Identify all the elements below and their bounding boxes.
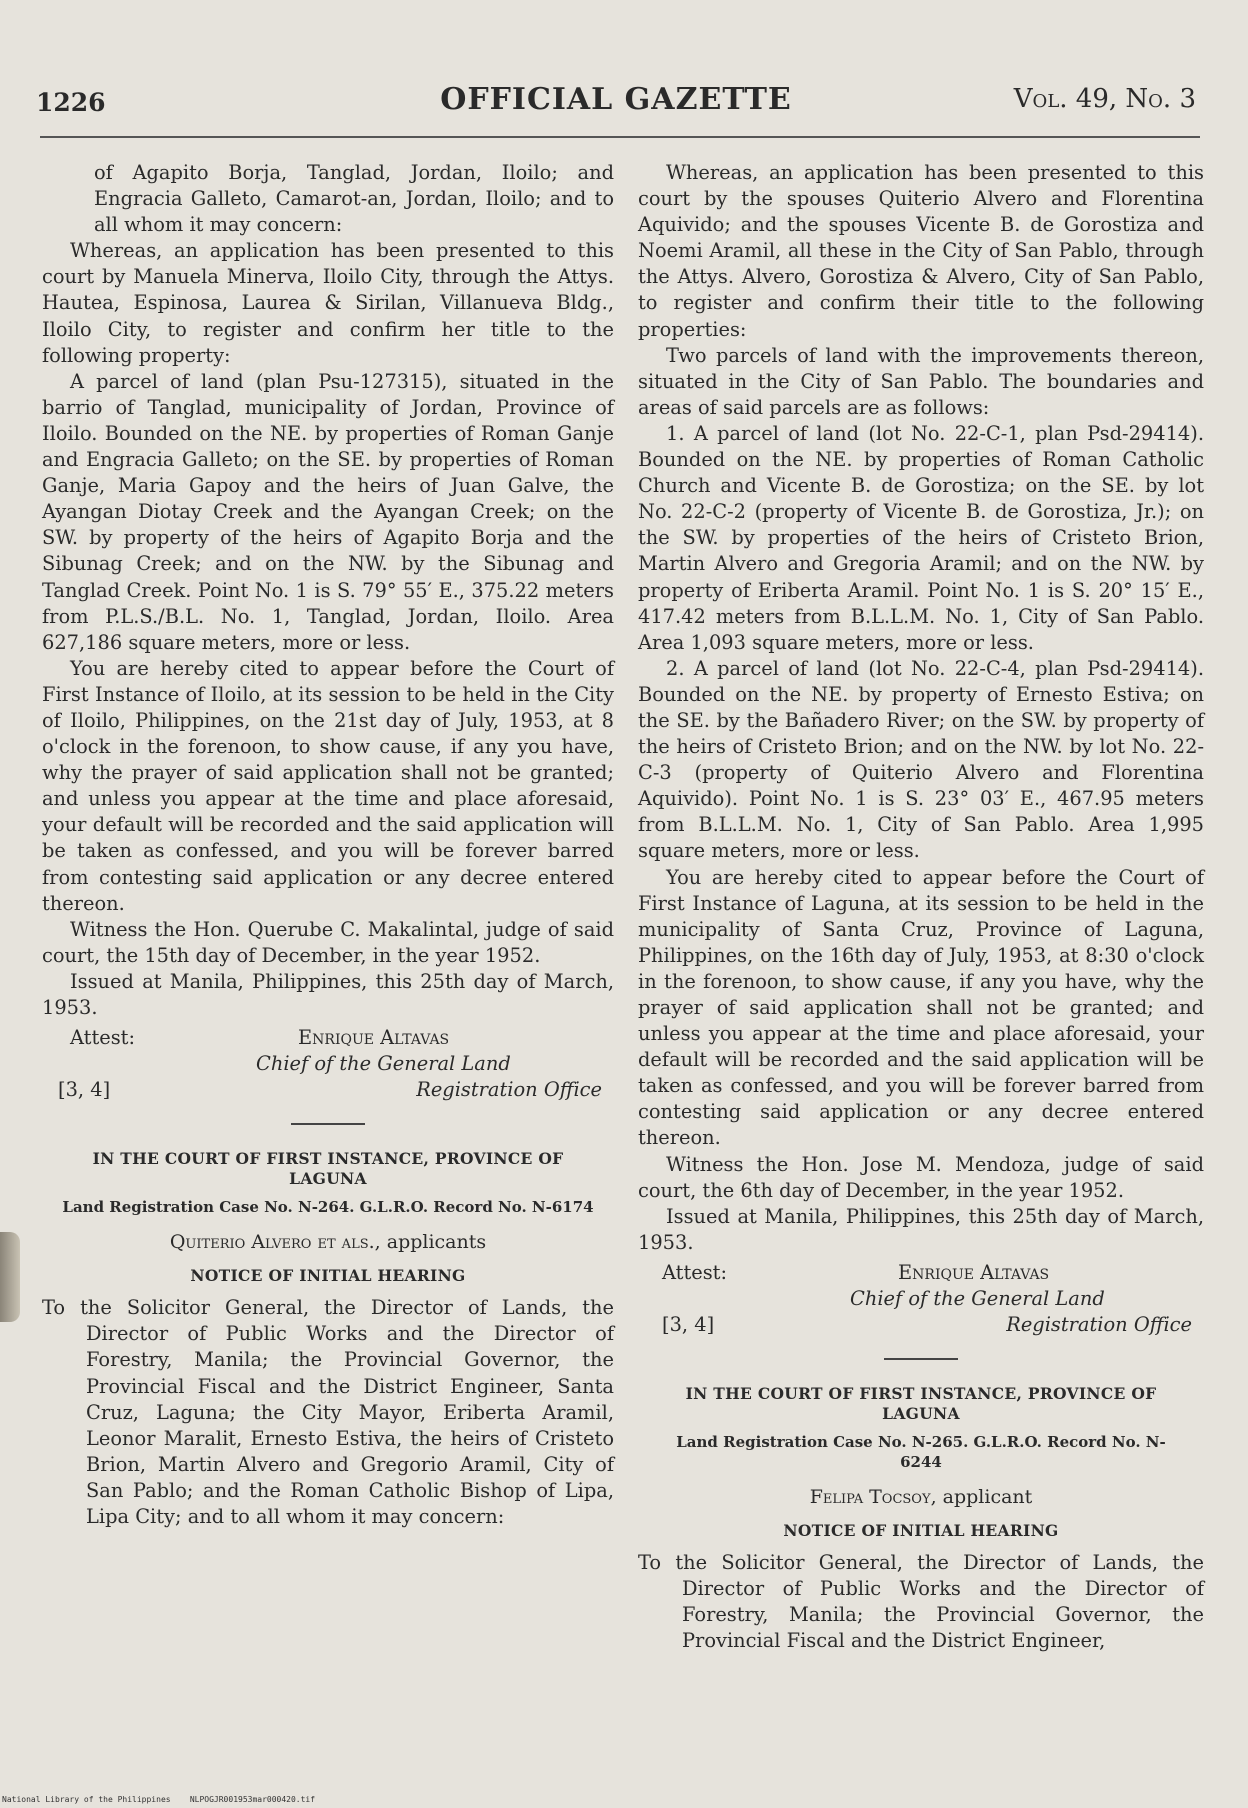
paragraph-whereas: Whereas, an application has been presented to this court by Manuela Minerva, Iloilo City, through the Attys. Hautea, Espinosa, Laurea & Sirilan, Villanueva Bldg., Iloilo City, to register and confirm her title to the following property: xyxy=(42,239,614,367)
paragraph-lot-2: 2. A parcel of land (lot No. 22-C-4, plan Psd-29414). Bounded on the NE. by property of Ernesto Estiva; on the SE. by the Bañadero River; on the SW. by property of the heirs of Cristeto Brion; and on the NW. by lot No. 22-C-3 (property of Quiterio Alvero and Florentina Aquivido). Point No. 1 is S. 23° 03′ E., 467.95 meters from B.L.L.M. No. 1, City of San Pablo. Area 1,995 square meters, more or less. xyxy=(638,656,1204,863)
publication-dates: [3, 4] xyxy=(58,1078,111,1102)
applicant-line xyxy=(638,1484,1204,1510)
binding-shadow xyxy=(0,1232,20,1322)
paragraph-lot-1: 1. A parcel of land (lot No. 22-C-1, plan Psd-29414). Bounded on the NE. by properties of Roman Catholic Church and Vicente B. de Gorostiza; on the SE. by lot No. 22-C-2 (property of Vicente B. de Gorostiza, Jr.); on the SW. by properties of the heirs of Cristeto Brion, Martin Alvero and Gregoria Aramil; and on the NW. by property of Eriberta Aramil. Point No. 1 is S. 20° 15′ E., 417.42 meters from B.L.L.M. No. 1, City of San Pablo. Area 1,093 square meters, more or less. xyxy=(638,421,1204,654)
attest-chief: Chief of the General Land xyxy=(256,1052,511,1076)
case-number: Land Registration Case No. N-264. G.L.R.O. Record No. N-6174 xyxy=(62,1198,594,1217)
attest-chief: Chief of the General Land xyxy=(850,1286,1105,1310)
addressee-continuation: of Agapito Borja, Tanglad, Jordan, Iloilo; and Engracia Galleto, Camarot-an, Jordan, Iloilo; and to all whom it may concern: xyxy=(94,161,614,237)
attest-label: Attest: xyxy=(70,1026,135,1050)
applicant-name: Felipa Tocsoy xyxy=(809,1485,931,1508)
attestation-block xyxy=(638,1260,1204,1340)
publication-title: OFFICIAL GAZETTE xyxy=(440,82,792,117)
paragraph-witness: Witness the Hon. Jose M. Mendoza, judge of said court, the 6th day of December, in the year 1952. xyxy=(638,1152,1204,1202)
applicant-names: Quiterio Alvero et als. xyxy=(169,1231,375,1254)
attestation-block xyxy=(42,1025,614,1105)
scan-footer: National Library of the Philippines NLPOGJR001953mar000420.tif xyxy=(2,1795,316,1804)
attest-label: Attest: xyxy=(662,1260,727,1284)
addressees: To the Solicitor General, the Director of Lands, the Director of Public Works and the Director of Forestry, Manila; the Provincial Governor, the Provincial Fiscal and the District Engineer, xyxy=(638,1551,1204,1653)
header-rule xyxy=(40,136,1200,138)
paragraph-witness: Witness the Hon. Querube C. Makalintal, judge of said court, the 15th day of December, in the year 1952. xyxy=(42,917,614,967)
page-header xyxy=(36,78,1196,128)
applicant-suffix: , applicants xyxy=(374,1231,487,1254)
paragraph-two-parcels: Two parcels of land with the improvements thereon, situated in the City of San Pablo. The boundaries and areas of said parcels are as follows: xyxy=(638,343,1204,419)
paragraph-issued: Issued at Manila, Philippines, this 25th day of March, 1953. xyxy=(42,969,614,1019)
court-heading: IN THE COURT OF FIRST INSTANCE, PROVINCE OF LAGUNA xyxy=(685,1383,1157,1423)
notice-heading: NOTICE OF INITIAL HEARING xyxy=(783,1521,1059,1541)
paragraph-issued: Issued at Manila, Philippines, this 25th day of March, 1953. xyxy=(638,1204,1204,1254)
volume-number: Vol. 49, No. 3 xyxy=(1013,84,1196,114)
section-divider xyxy=(884,1358,958,1360)
court-heading: IN THE COURT OF FIRST INSTANCE, PROVINCE OF LAGUNA xyxy=(92,1149,564,1189)
paragraph-cited: You are hereby cited to appear before the Court of First Instance of Laguna, at its session to be held in the municipality of Santa Cruz, Province of Laguna, Philippines, on the 16th day of July, 1953, at 8:30 o'clock in the forenoon, to show cause, if any you have, why the prayer of said application shall not be granted; and unless you appear at the time and place aforesaid, your default will be recorded and the said application will be taken as confessed, and you will be forever barred from contesting said application or any decree entered thereon. xyxy=(638,865,1204,1150)
right-column xyxy=(638,160,1204,1655)
paragraph-cited: You are hereby cited to appear before the Court of First Instance of Iloilo, at its session to be held in the City of Iloilo, Philippines, on the 21st day of July, 1953, at 8 o'clock in the forenoon, to show cause, if any you have, why the prayer of said application shall not be granted; and unless you appear at the time and place aforesaid, your default will be recorded and the said application will be taken as confessed, and you will be forever barred from contesting said application or any decree entered thereon. xyxy=(42,656,614,915)
applicant-line xyxy=(42,1229,614,1255)
left-column xyxy=(42,160,614,1530)
paragraph-parcel: A parcel of land (plan Psu-127315), situated in the barrio of Tanglad, municipality of Jordan, Province of Iloilo. Bounded on the NE. by properties of Roman Ganje and Engracia Galleto; on the SE. by properties of Roman Ganje, Maria Gapoy and the heirs of Juan Galve, the Ayangan Diotay Creek and the Ayangan Creek; on the SW. by property of the heirs of Agapito Borja and the Sibunag Creek; and on the NW. by the Sibunag and Tanglad Creek. Point No. 1 is S. 79° 55′ E., 375.22 meters from P.L.S./B.L. No. 1, Tanglad, Jordan, Iloilo. Area 627,186 square meters, more or less. xyxy=(42,369,614,654)
attest-name: Enrique Altavas xyxy=(298,1026,450,1050)
page-number: 1226 xyxy=(36,88,106,117)
attest-office: Registration Office xyxy=(1006,1312,1192,1336)
addressees: To the Solicitor General, the Director of Lands, the Director of Public Works and the Director of Forestry, Manila; the Provincial Governor, the Provincial Fiscal and the District Engineer, Santa Cruz, Laguna; the City Mayor, Eriberta Aramil, Leonor Maralit, Ernesto Estiva, the heirs of Cristeto Brion, Martin Alvero and Gregorio Aramil, City of San Pablo; and the Roman Catholic Bishop of Lipa, Lipa City; and to all whom it may concern: xyxy=(42,1296,614,1529)
section-divider xyxy=(291,1123,365,1125)
publication-dates: [3, 4] xyxy=(662,1312,715,1336)
notice-heading: NOTICE OF INITIAL HEARING xyxy=(190,1266,466,1286)
attest-office: Registration Office xyxy=(416,1078,602,1102)
applicant-suffix: , applicant xyxy=(930,1485,1033,1508)
paragraph-whereas: Whereas, an application has been presented to this court by the spouses Quiterio Alvero and Florentina Aquivido; and the spouses Vicente B. de Gorostiza and Noemi Aramil, all these in the City of San Pablo, through the Attys. Alvero, Gorostiza & Alvero, City of San Pablo, to register and confirm their title to the following properties: xyxy=(638,161,1204,341)
attest-name: Enrique Altavas xyxy=(898,1260,1050,1284)
case-number: Land Registration Case No. N-265. G.L.R.O. Record No. N-6244 xyxy=(676,1432,1166,1471)
